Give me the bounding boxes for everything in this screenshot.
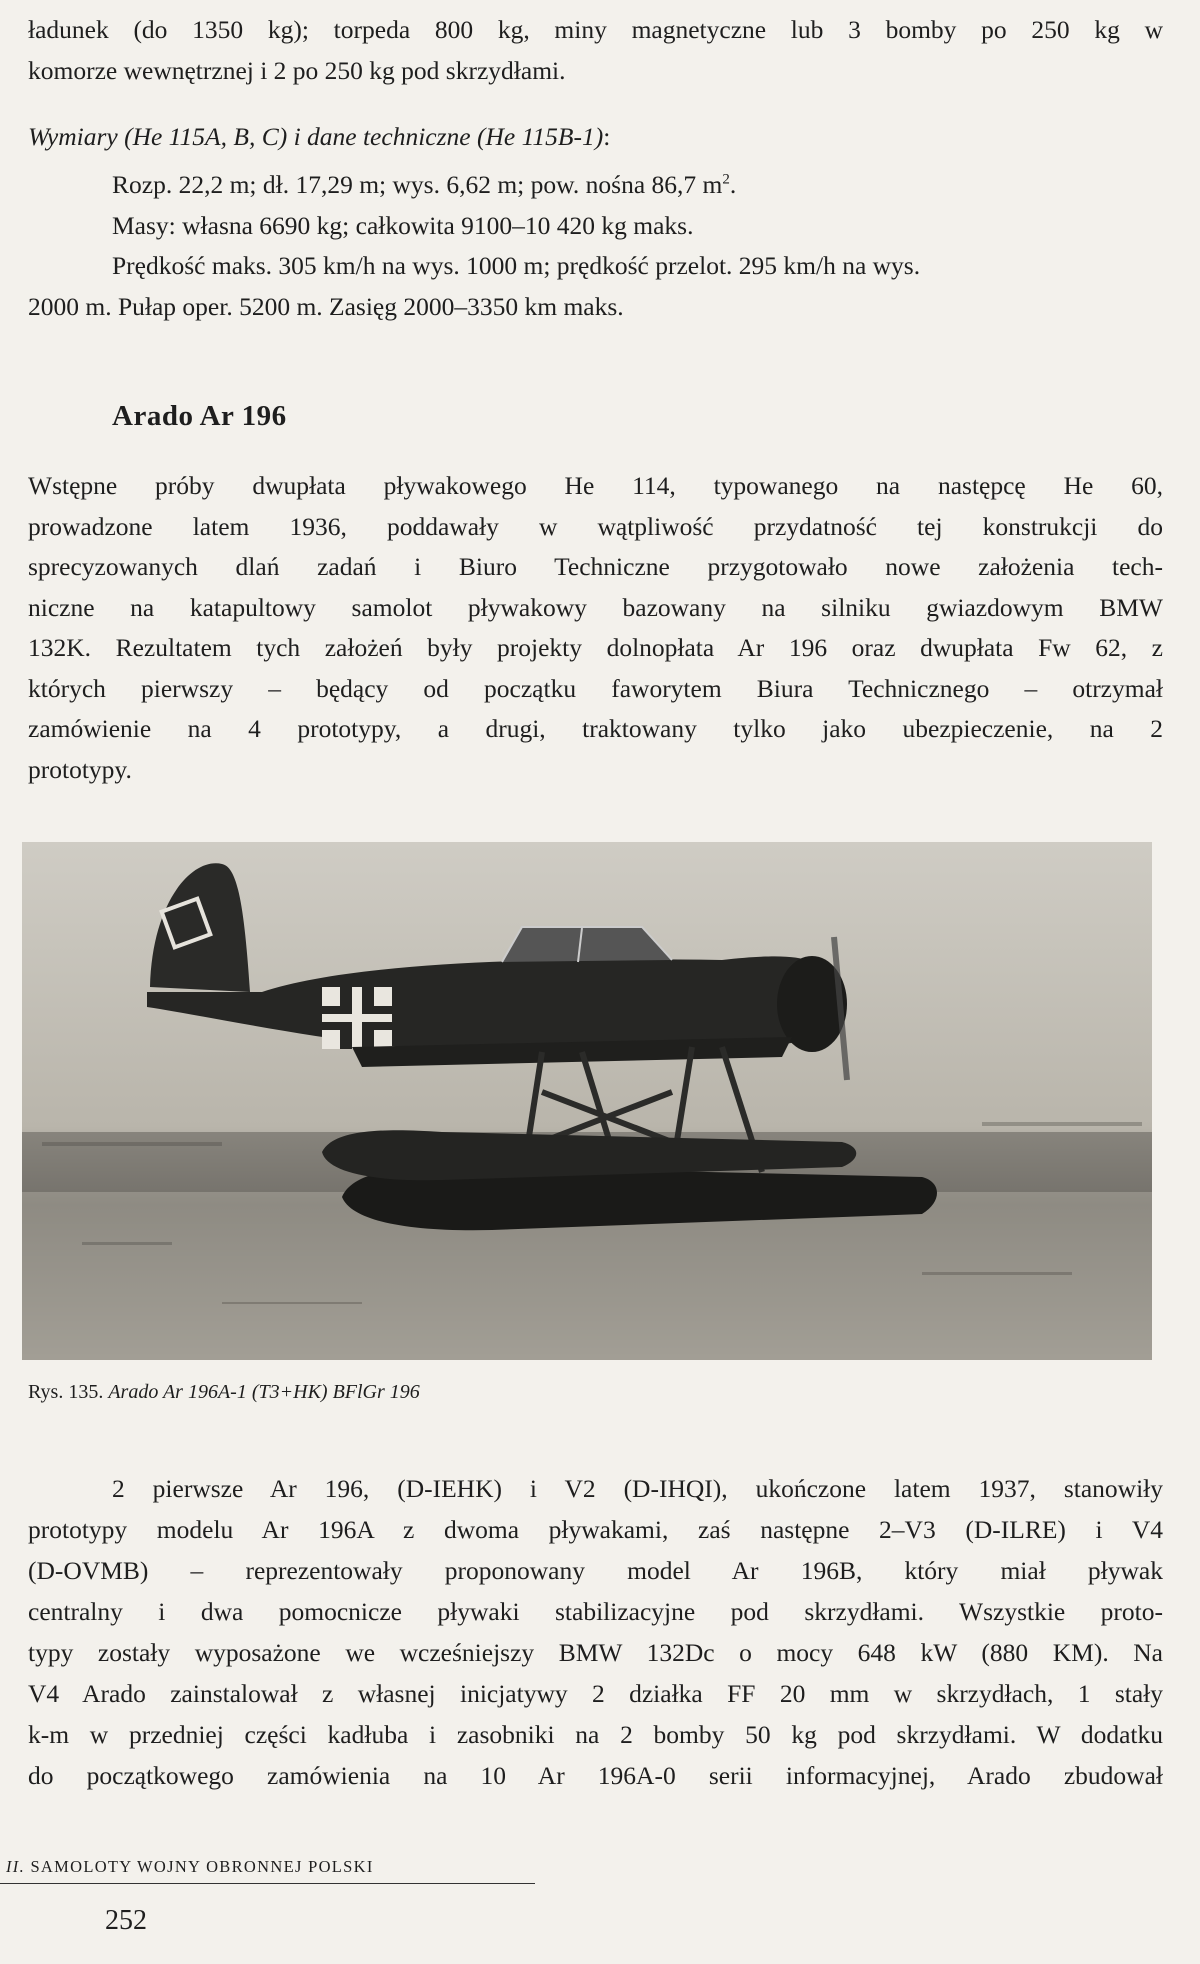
second-paragraph bbox=[28, 1468, 1163, 1796]
running-footer bbox=[6, 1857, 374, 1877]
intro-line: których pierwszy – będący od początku faworytem Biura Technicznego – otrzymał bbox=[28, 673, 1163, 703]
intro-line: prototypy. bbox=[28, 754, 132, 784]
specs-dimensions-end: . bbox=[729, 170, 737, 199]
second-line: (D-OVMB) – reprezentowały proponowany model Ar 196B, który miał pływak bbox=[28, 1556, 1163, 1585]
specs-masses: Masy: własna 6690 kg; całkowita 9100–10 420 kg maks. bbox=[112, 210, 694, 240]
second-line: centralny i dwa pomocnicze pływaki stabilizacyjne pod skrzydłami. Wszystkie proto- bbox=[28, 1597, 1163, 1626]
seaplane-photo-icon bbox=[22, 842, 1152, 1360]
top-paragraph bbox=[28, 10, 1163, 91]
specs-heading-colon: : bbox=[603, 122, 611, 151]
second-line: V4 Arado zainstalował z własnej inicjatywy 2 działka FF 20 mm w skrzydłach, 1 stały bbox=[28, 1679, 1163, 1708]
intro-line: sprecyzowanych dlań zadań i Biuro Techniczne przygotowało nowe założenia tech- bbox=[28, 552, 1163, 581]
figure-label: Rys. 135. bbox=[28, 1381, 104, 1403]
specs-dimensions bbox=[28, 165, 1163, 206]
section-title: Arado Ar 196 bbox=[112, 400, 287, 432]
aircraft-photo bbox=[22, 842, 1152, 1360]
specs-dimensions-sup: 2 bbox=[722, 171, 730, 188]
figure-caption bbox=[28, 1381, 420, 1404]
footer-rule bbox=[0, 1883, 535, 1884]
specs-heading bbox=[28, 122, 610, 152]
specs-speed-line-1: Prędkość maks. 305 km/h na wys. 1000 m; prędkość przelot. 295 km/h na wys. bbox=[112, 251, 921, 280]
second-line: prototypy modelu Ar 196A z dwoma pływakami, zaś następne 2–V3 (D-ILRE) i V4 bbox=[28, 1515, 1163, 1544]
second-line: k-m w przedniej części kadłuba i zasobniki na 2 bomby 50 kg pod skrzydłami. W dodatku bbox=[28, 1720, 1163, 1749]
specs-speed-line-2: 2000 m. Pułap oper. 5200 m. Zasięg 2000–3350 km maks. bbox=[28, 291, 624, 321]
intro-line: niczne na katapultowy samolot pływakowy bazowany na silniku gwiazdowym BMW bbox=[28, 592, 1163, 622]
second-line: typy zostały wyposażone we wcześniejszy BMW 132Dc o mocy 648 kW (880 KM). Na bbox=[28, 1638, 1163, 1667]
intro-paragraph bbox=[28, 466, 1163, 790]
specs-heading-text: Wymiary (He 115A, B, C) i dane techniczne (He 115B-1) bbox=[28, 122, 604, 151]
top-paragraph-line-1: ładunek (do 1350 kg); torpeda 800 kg, miny magnetyczne lub 3 bomby po 250 kg w bbox=[28, 15, 1163, 44]
specs-dimensions-text: Rozp. 22,2 m; dł. 17,29 m; wys. 6,62 m; pow. nośna 86,7 m bbox=[112, 170, 723, 199]
second-line: 2 pierwsze Ar 196, (D-IEHK) i V2 (D-IHQI), ukończone latem 1937, stanowiły bbox=[112, 1474, 1163, 1503]
second-line: do początkowego zamówienia na 10 Ar 196A-0 serii informacyjnej, Arado zbudował bbox=[28, 1761, 1163, 1790]
chapter-title: SAMOLOTY WOJNY OBRONNEJ POLSKI bbox=[30, 1857, 374, 1876]
intro-line: prowadzone latem 1936, poddawały w wątpliwość przydatność tej konstrukcji do bbox=[28, 511, 1163, 541]
intro-line: zamówienie na 4 prototypy, a drugi, traktowany tylko jako ubezpieczenie, na 2 bbox=[28, 714, 1163, 743]
specs-block bbox=[28, 165, 1163, 327]
intro-line: 132K. Rezultatem tych założeń były projekty dolnopłata Ar 196 oraz dwupłata Fw 62, z bbox=[28, 633, 1163, 662]
figure-title: Arado Ar 196A-1 (T3+HK) BFlGr 196 bbox=[108, 1381, 420, 1403]
intro-line: Wstępne próby dwupłata pływakowego He 114, typowanego na następcę He 60, bbox=[28, 471, 1163, 500]
top-paragraph-line-2: komorze wewnętrznej i 2 po 250 kg pod skrzydłami. bbox=[28, 55, 566, 85]
chapter-number: II. bbox=[6, 1857, 26, 1876]
page-number: 252 bbox=[105, 1905, 147, 1936]
